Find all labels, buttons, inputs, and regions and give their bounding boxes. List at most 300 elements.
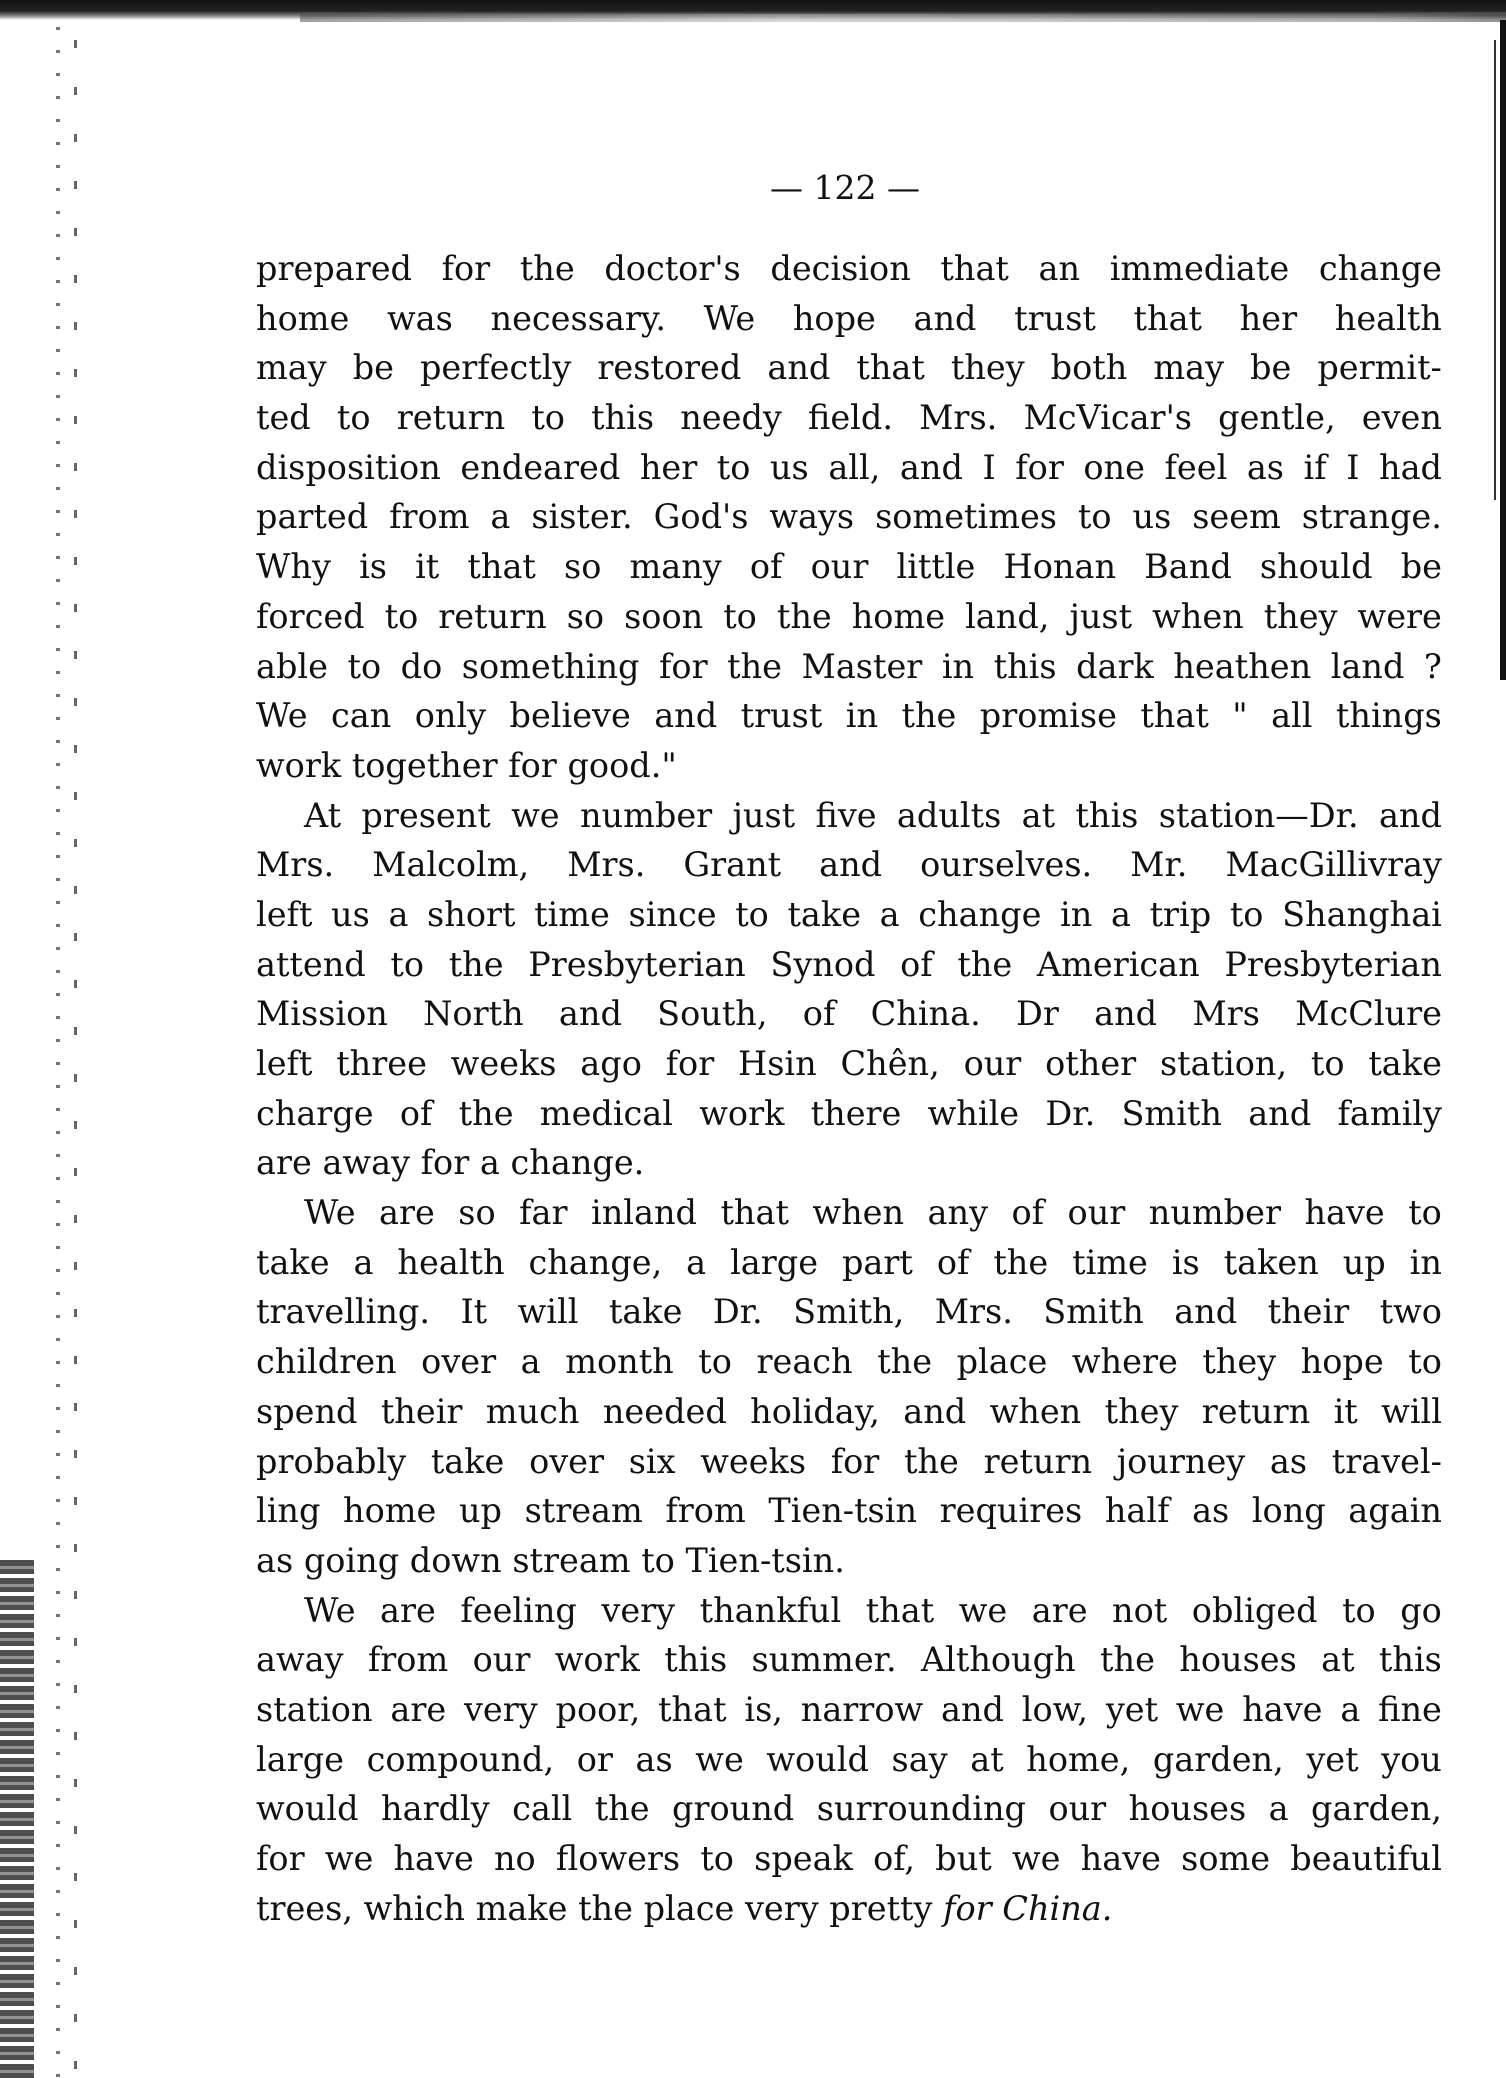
word: China. (870, 994, 981, 1034)
word: the (993, 1242, 1049, 1282)
word: time (534, 894, 610, 934)
word: parted (256, 497, 369, 537)
word: to (1408, 1193, 1442, 1233)
word: half (1104, 1491, 1170, 1531)
word: American (1036, 944, 1200, 984)
word: the (519, 249, 575, 288)
word: are (379, 1193, 435, 1233)
word: a (1268, 1789, 1289, 1829)
word: are (1031, 1590, 1088, 1630)
paragraph-4 (256, 1586, 1442, 1934)
word: that (856, 348, 925, 388)
word: other (1045, 1044, 1137, 1083)
text-line (256, 1387, 1442, 1437)
word: Mission (256, 994, 388, 1034)
word: thankful (699, 1590, 842, 1630)
word: heathen (1173, 646, 1312, 686)
word: probably (256, 1441, 407, 1481)
word: two (1379, 1292, 1442, 1332)
word: field. (807, 398, 893, 438)
word: when (989, 1391, 1082, 1431)
word: the (594, 1789, 650, 1829)
text-line (256, 1685, 1442, 1735)
word: this (993, 646, 1057, 686)
word: and (654, 696, 718, 736)
word: forced (256, 596, 365, 636)
word: strange. (1301, 497, 1442, 537)
word: trust (1014, 298, 1096, 338)
word: a (1340, 1689, 1361, 1729)
word: and (819, 845, 883, 885)
word: change (1318, 249, 1442, 288)
word: take (608, 1292, 683, 1332)
word: return (983, 1441, 1093, 1481)
word: Chên, (840, 1044, 940, 1083)
word: needy (680, 398, 782, 438)
word: had (1379, 447, 1442, 487)
word: and (767, 348, 831, 388)
word: that (720, 1193, 789, 1233)
word: land, (965, 596, 1050, 636)
word: may (1153, 348, 1225, 388)
word: dark (1076, 646, 1154, 686)
text-line (256, 1586, 1442, 1636)
word: permit- (1317, 348, 1442, 388)
word: place (956, 1342, 1048, 1382)
word: of (1011, 1193, 1045, 1233)
text-line: work together for good." (256, 745, 677, 785)
word: Smith (1121, 1093, 1222, 1133)
word: is (359, 547, 387, 587)
word: to (735, 894, 769, 934)
text-line (256, 1834, 1442, 1884)
word: our (472, 1640, 531, 1680)
word: At (304, 795, 342, 835)
word: Tien-tsin (768, 1491, 918, 1531)
word: Mrs (1192, 994, 1260, 1034)
word: may (256, 348, 327, 388)
word: some (1181, 1839, 1271, 1878)
word: their (380, 1391, 463, 1431)
word: adults (896, 795, 1002, 835)
word: left (256, 1044, 313, 1083)
word: change (918, 894, 1042, 934)
word: speak (754, 1839, 853, 1878)
word: We (304, 1193, 356, 1233)
word: Mrs. (919, 398, 998, 438)
scan-right-edge-line (1494, 40, 1496, 500)
word: will (1381, 1391, 1442, 1431)
word: as (1192, 1491, 1230, 1531)
word: that (1133, 298, 1203, 338)
word: Why (256, 547, 331, 587)
word: at (1321, 1640, 1355, 1680)
word: believe (509, 696, 631, 736)
paragraph-3 (256, 1188, 1442, 1586)
word: We (256, 696, 308, 736)
word: ground (672, 1789, 795, 1829)
word: and (1174, 1292, 1238, 1332)
word: Mrs. (256, 845, 335, 885)
word: and (1248, 1093, 1312, 1133)
text-line (256, 343, 1442, 393)
word: up (458, 1491, 502, 1531)
scan-top-edge-shadow (300, 14, 1506, 22)
text-line (256, 1188, 1442, 1238)
word: garden, (1311, 1789, 1442, 1829)
word: the (1100, 1640, 1155, 1680)
word: sister. (531, 497, 633, 537)
word: of (900, 944, 933, 984)
word: and (558, 994, 622, 1034)
text-line (256, 989, 1442, 1039)
word: their (1267, 1292, 1350, 1332)
word: from (389, 497, 470, 537)
word: in (1060, 894, 1093, 934)
text-line (256, 791, 1442, 841)
word: this (664, 1640, 728, 1680)
word: as (1246, 447, 1284, 487)
word: it (1333, 1391, 1358, 1431)
word: that (940, 249, 1009, 288)
text-line: as going down stream to Tien-tsin. (256, 1540, 845, 1580)
word: immediate (1109, 249, 1290, 288)
word: long (1251, 1491, 1326, 1531)
scan-gutter-marks (34, 20, 104, 2078)
word: a (490, 497, 511, 537)
word: and (1094, 994, 1158, 1034)
word: for (256, 1839, 305, 1878)
word: this (1378, 1640, 1442, 1680)
word: the (877, 1342, 933, 1382)
word: away (256, 1640, 344, 1680)
word: so (458, 1193, 496, 1233)
word: us (769, 447, 809, 487)
word: the (904, 1441, 959, 1481)
word: travel- (1331, 1441, 1442, 1481)
text-line (256, 642, 1442, 692)
word: of (749, 547, 783, 587)
word: both (1050, 348, 1128, 388)
word: health (397, 1242, 505, 1282)
word: beautiful (1290, 1839, 1442, 1878)
word: take (430, 1441, 505, 1481)
word: one (1083, 447, 1145, 487)
word: journey (1116, 1441, 1246, 1481)
word: MacGillivray (1225, 845, 1442, 885)
word: only (414, 696, 487, 736)
word: doctor's (604, 249, 741, 288)
text-line (256, 840, 1442, 890)
word: yet (1105, 1689, 1159, 1729)
word: say (891, 1739, 948, 1779)
word: for (441, 249, 491, 288)
text-line (256, 592, 1442, 642)
word: low, (1021, 1689, 1089, 1729)
word: up (1342, 1242, 1386, 1282)
word: have (1242, 1689, 1323, 1729)
text-line (256, 443, 1442, 493)
word: would (256, 1789, 359, 1829)
word: and (1378, 795, 1442, 835)
word: the (776, 596, 832, 636)
word: obliged (1191, 1590, 1318, 1630)
word: any (927, 1193, 989, 1233)
word: yet (1306, 1739, 1359, 1779)
word: were (1357, 596, 1442, 636)
word: this (1075, 795, 1139, 835)
page-number: — 122 — (770, 168, 920, 207)
word: to (1077, 497, 1112, 537)
word: they (1104, 1391, 1179, 1431)
word: are (390, 1689, 447, 1729)
word: poor, (555, 1689, 641, 1729)
word: a (353, 1242, 374, 1282)
word: soon (624, 596, 704, 636)
word: charge (256, 1093, 374, 1133)
word: or (576, 1739, 613, 1779)
word: return (396, 398, 506, 438)
word: Dr. (712, 1292, 763, 1332)
word: we (1011, 1839, 1061, 1878)
word: we (1175, 1689, 1225, 1729)
word: and (940, 1689, 1004, 1729)
text-line (256, 890, 1442, 940)
word: go (1400, 1590, 1442, 1630)
text-line (256, 1039, 1442, 1089)
word: home (851, 596, 946, 636)
word: present (361, 795, 491, 835)
word: Dr. (1045, 1093, 1096, 1133)
word: hardly (381, 1789, 490, 1829)
word: Synod (770, 944, 876, 984)
word: God's (653, 497, 749, 537)
word: was (387, 298, 453, 338)
text-line (256, 244, 1442, 294)
word: needed (602, 1391, 727, 1431)
word: left (256, 894, 313, 934)
word: ago (580, 1044, 642, 1083)
word: our (1048, 1789, 1107, 1829)
word: the (458, 1093, 514, 1133)
word: inland (590, 1193, 697, 1233)
word: much (485, 1391, 580, 1431)
word: trip (1149, 894, 1212, 934)
word: to (347, 646, 382, 686)
word: ourselves. (920, 845, 1093, 885)
word: return (438, 596, 547, 636)
word: the (957, 944, 1013, 984)
word: again (1348, 1491, 1442, 1531)
text-line (256, 940, 1442, 990)
word: hope (792, 298, 876, 338)
text-line (256, 1287, 1442, 1337)
word: travelling. (256, 1292, 431, 1332)
word: disposition (256, 447, 441, 487)
word: if (1303, 447, 1327, 487)
word: it (415, 547, 440, 587)
word: the (727, 646, 783, 686)
word: to (1310, 1044, 1345, 1083)
word: little (896, 547, 976, 587)
word: to (723, 596, 757, 636)
word: be (352, 348, 394, 388)
word: have (1304, 1193, 1385, 1233)
word: home (256, 298, 350, 338)
text-line (256, 691, 1442, 741)
word: Shanghai (1282, 894, 1442, 934)
word: stream (524, 1491, 643, 1531)
word: a (1110, 894, 1131, 934)
word: even (1361, 398, 1442, 438)
word: Presbyterian (528, 944, 746, 984)
word: not (1112, 1590, 1168, 1630)
word: her (639, 447, 698, 487)
word: endeared (460, 447, 621, 487)
word: so (566, 596, 605, 636)
word: a (686, 1242, 707, 1282)
word: Mrs. (934, 1292, 1013, 1332)
word: narrow (800, 1689, 924, 1729)
word: at (1021, 795, 1056, 835)
body-text (256, 244, 1442, 1933)
word: be (1400, 547, 1442, 587)
word: surrounding (816, 1789, 1026, 1829)
word: holiday, (750, 1391, 880, 1431)
word: all (1271, 696, 1313, 736)
word: work (554, 1640, 640, 1680)
word: that (865, 1590, 935, 1630)
word: we (511, 795, 560, 835)
word: Master (801, 646, 923, 686)
word: Mr. (1130, 845, 1188, 885)
word: to (336, 398, 371, 438)
word: of (399, 1093, 433, 1133)
word: that (467, 547, 536, 587)
word: restored (597, 348, 742, 388)
word: is, (744, 1689, 783, 1729)
word: ling (256, 1491, 321, 1531)
word: to (698, 1342, 732, 1382)
word: large (256, 1739, 344, 1779)
word: take (256, 1242, 330, 1282)
text-line (256, 1238, 1442, 1288)
word: an (1038, 249, 1081, 288)
paragraph-2 (256, 791, 1442, 1189)
word: many (629, 547, 722, 587)
word: prepared (256, 249, 412, 288)
word: a (879, 894, 900, 934)
word: sometimes (875, 497, 1057, 537)
word: the (901, 696, 957, 736)
word: We (703, 298, 756, 338)
word: McVicar's (1023, 398, 1192, 438)
word: is (1171, 1242, 1200, 1282)
word: her (1239, 298, 1298, 338)
word: of (802, 994, 836, 1034)
word: weeks (700, 1441, 807, 1481)
word: return (1201, 1391, 1311, 1431)
word: McClure (1295, 994, 1442, 1034)
word: to (700, 1839, 734, 1878)
word: at (970, 1739, 1004, 1779)
word: will (517, 1292, 579, 1332)
word: ? (1423, 646, 1442, 686)
word: large (730, 1242, 819, 1282)
word: our (1067, 1193, 1126, 1233)
word: and (903, 1391, 967, 1431)
word: home (343, 1491, 437, 1531)
word: from (367, 1640, 449, 1680)
text-line (256, 492, 1442, 542)
word: garden, (1152, 1739, 1284, 1779)
word: gentle, (1218, 398, 1336, 438)
word: would (766, 1739, 869, 1779)
word: taken (1223, 1242, 1319, 1282)
word: our (963, 1044, 1022, 1083)
word: where (1071, 1342, 1178, 1382)
text-line (256, 1486, 1442, 1536)
text-line (256, 1784, 1442, 1834)
paragraph-1 (256, 244, 1442, 791)
word: take (1368, 1044, 1442, 1083)
word: medical (539, 1093, 673, 1133)
word: to (384, 596, 419, 636)
word: over (529, 1441, 605, 1481)
word: do (400, 646, 443, 686)
word: and (899, 447, 963, 487)
word: feel (1164, 447, 1228, 487)
word: ted (256, 398, 311, 438)
word: of, (873, 1839, 916, 1878)
word: Dr (1016, 994, 1059, 1034)
text-line (256, 542, 1442, 592)
word: Smith, (793, 1292, 905, 1332)
word: Honan (1003, 547, 1117, 587)
word: number (579, 795, 713, 835)
word: six (628, 1441, 676, 1481)
word: can (330, 696, 392, 736)
word: perfectly (419, 348, 572, 388)
word: summer. (751, 1640, 897, 1680)
word: there (810, 1093, 902, 1133)
word: attend (256, 944, 366, 984)
word: " (1232, 696, 1248, 736)
word: station (256, 1689, 373, 1729)
word: work (699, 1093, 785, 1133)
word: able (256, 646, 328, 686)
word: we (324, 1839, 374, 1878)
word: have (1080, 1839, 1161, 1878)
word: have (393, 1839, 474, 1878)
word: seem (1192, 497, 1281, 537)
word: three (336, 1044, 427, 1083)
word: land (1330, 646, 1405, 686)
text-line (256, 1337, 1442, 1387)
word: Grant (683, 845, 782, 885)
word: I (982, 447, 996, 487)
word: very (463, 1689, 538, 1729)
word: Hsin (738, 1044, 817, 1083)
scan-gutter-shadow (0, 1560, 34, 2078)
word: take (787, 894, 862, 934)
text-line: are away for a change. (256, 1143, 645, 1183)
word: we (958, 1590, 1008, 1630)
word: station—Dr. (1158, 795, 1359, 835)
word: station, (1159, 1044, 1288, 1083)
word: part (841, 1242, 913, 1282)
word: when (812, 1193, 905, 1233)
